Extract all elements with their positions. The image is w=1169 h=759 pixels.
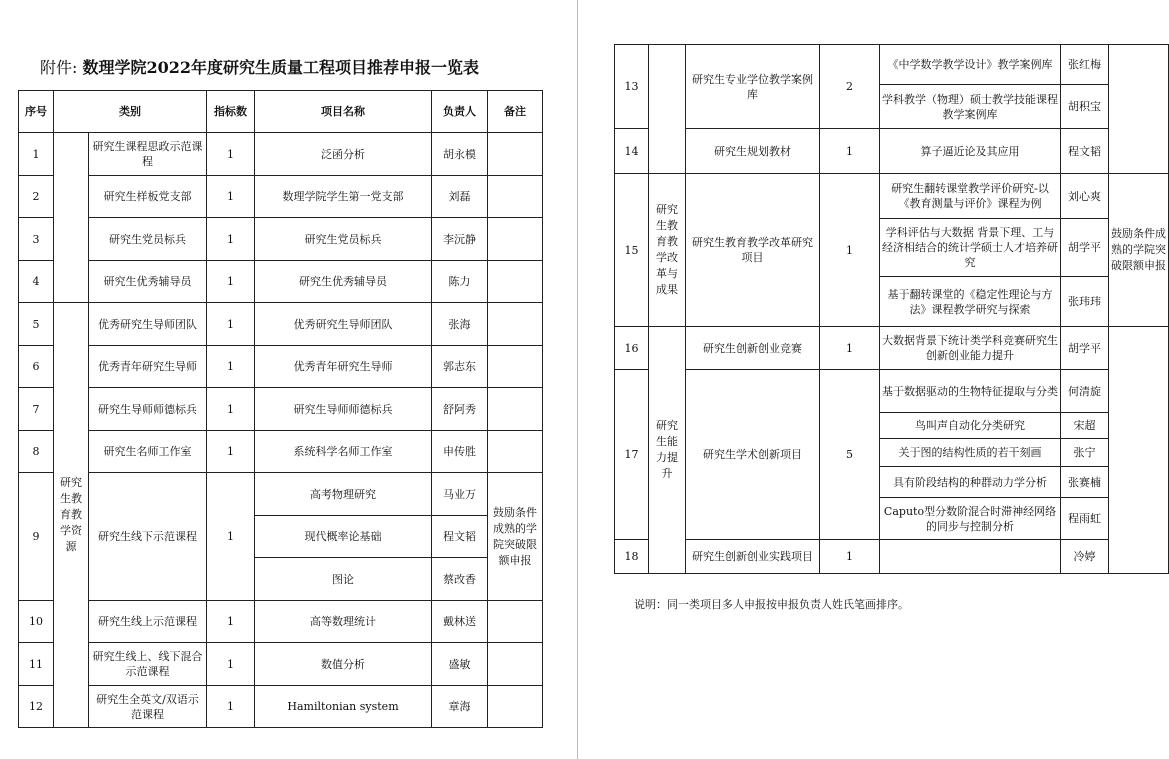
row-category: 研究生专业学位教学案例库 [686,45,820,129]
row-category: 研究生导师师德标兵 [89,388,207,431]
row-category: 优秀青年研究生导师 [89,346,207,388]
row-quota: 1 [207,473,255,601]
header-leader: 负责人 [432,91,488,133]
row-no: 8 [19,431,54,473]
row-project: 鸟叫声自动化分类研究 [880,413,1061,439]
project-table-left [18,90,543,728]
row-no: 10 [19,601,54,643]
row-project: 基于翻转课堂的《稳定性理论与方法》课程教学研究与探索 [880,277,1061,327]
row-remark [488,218,543,261]
row-quota: 1 [207,218,255,261]
row-quota: 1 [207,643,255,686]
group-cell-resources: 研究生教育教学资源 [54,303,89,728]
table-row [19,346,543,388]
row-category: 研究生课程思政示范课程 [89,133,207,176]
row-project: 基于数据驱动的生物特征提取与分类 [880,370,1061,413]
row-quota: 5 [820,370,880,540]
row-category: 研究生线下示范课程 [89,473,207,601]
row-remark [488,601,543,643]
row-quota: 2 [820,45,880,129]
row-leader: 申传胜 [432,431,488,473]
row-project: 算子逼近论及其应用 [880,129,1061,174]
row-remark: 鼓励条件成熟的学院突破限额申报 [488,473,543,601]
table-row [19,261,543,303]
row-category: 优秀研究生导师团队 [89,303,207,346]
row-leader: 张赛楠 [1061,467,1109,498]
table-row [19,176,543,218]
row-leader: 李沅静 [432,218,488,261]
row-project: Caputo型分数阶混合时滞神经网络的同步与控制分析 [880,498,1061,540]
row-quota: 1 [820,129,880,174]
row-project: 现代概率论基础 [255,516,432,558]
row-remark [1109,327,1169,574]
row-quota: 1 [207,303,255,346]
row-remark [488,176,543,218]
table-header-row [19,91,543,133]
row-no: 7 [19,388,54,431]
row-quota: 1 [207,686,255,728]
table-row [615,45,1169,85]
group-cell-reform: 研究生教育教学改革与成果 [649,174,686,327]
page-divider [577,0,578,759]
row-project: 学科评估与大数据 背景下理、工与经济相结合的统计学硕士人才培养研究 [880,219,1061,277]
row-project: 《中学数学教学设计》教学案例库 [880,45,1061,85]
row-project: 研究生优秀辅导员 [255,261,432,303]
title-main: 数理学院2022年度研究生质量工程项目推荐申报一览表 [82,58,480,77]
row-no: 2 [19,176,54,218]
row-remark [488,346,543,388]
row-project: 图论 [255,558,432,601]
row-leader: 刘心爽 [1061,174,1109,219]
row-no: 3 [19,218,54,261]
row-quota: 1 [207,261,255,303]
row-category: 研究生线上、线下混合示范课程 [89,643,207,686]
row-project: 关于图的结构性质的若干刻画 [880,439,1061,467]
row-no: 9 [19,473,54,601]
table-row [19,218,543,261]
row-leader: 张红梅 [1061,45,1109,85]
table-row [19,431,543,473]
row-no: 1 [19,133,54,176]
row-category: 研究生名师工作室 [89,431,207,473]
row-project: 泛函分析 [255,133,432,176]
table-row [19,601,543,643]
table-row [19,388,543,431]
row-leader: 胡学平 [1061,219,1109,277]
row-project: 学科教学（物理）硕士教学技能课程教学案例库 [880,85,1061,129]
table-row [615,370,1169,413]
row-remark [488,133,543,176]
group-cell-ability: 研究生能力提升 [649,327,686,574]
row-remark: 鼓励条件成熟的学院突破限额申报 [1109,174,1169,327]
row-quota: 1 [820,327,880,370]
row-remark [488,686,543,728]
row-category: 研究生全英文/双语示范课程 [89,686,207,728]
row-remark [1109,45,1169,174]
header-category: 类别 [54,91,207,133]
row-remark [488,643,543,686]
table-row [615,540,1169,574]
table-row [19,303,543,346]
row-project: 优秀青年研究生导师 [255,346,432,388]
table-row [19,473,543,516]
row-leader: 马业万 [432,473,488,516]
row-project: 具有阶段结构的种群动力学分析 [880,467,1061,498]
row-remark [488,303,543,346]
table-row [19,643,543,686]
row-leader: 胡积宝 [1061,85,1109,129]
row-no: 4 [19,261,54,303]
row-leader: 何清旋 [1061,370,1109,413]
group-cell-empty [649,45,686,174]
row-remark [488,388,543,431]
table-note: 说明：同一类项目多人申报按申报负责人姓氏笔画排序。 [634,598,909,611]
row-project: Hamiltonian system [255,686,432,728]
row-leader: 胡学平 [1061,327,1109,370]
row-project: 高考物理研究 [255,473,432,516]
header-project: 项目名称 [255,91,432,133]
row-category: 研究生规划教材 [686,129,820,174]
row-project: 数值分析 [255,643,432,686]
header-quota: 指标数 [207,91,255,133]
header-no: 序号 [19,91,54,133]
row-quota: 1 [207,388,255,431]
row-leader: 宋超 [1061,413,1109,439]
row-leader: 张海 [432,303,488,346]
row-no: 17 [615,370,649,540]
group-cell-empty [54,133,89,303]
row-project: 大数据背景下统计类学科竞赛研究生创新创业能力提升 [880,327,1061,370]
row-category: 研究生学术创新项目 [686,370,820,540]
row-quota: 1 [207,346,255,388]
table-row [19,133,543,176]
row-no: 18 [615,540,649,574]
row-no: 15 [615,174,649,327]
row-category: 研究生党员标兵 [89,218,207,261]
row-project: 优秀研究生导师团队 [255,303,432,346]
table-row [615,129,1169,174]
row-project: 研究生党员标兵 [255,218,432,261]
document-title [40,55,540,78]
row-remark [488,431,543,473]
row-leader: 张玮玮 [1061,277,1109,327]
row-quota: 1 [207,176,255,218]
row-category: 研究生创新创业实践项目 [686,540,820,574]
row-no: 12 [19,686,54,728]
title-prefix: 附件: [40,58,78,77]
row-category: 研究生优秀辅导员 [89,261,207,303]
row-category: 研究生线上示范课程 [89,601,207,643]
row-project: 研究生导师师德标兵 [255,388,432,431]
row-no: 14 [615,129,649,174]
row-no: 11 [19,643,54,686]
row-no: 6 [19,346,54,388]
row-leader: 舒阿秀 [432,388,488,431]
row-leader: 程文韬 [1061,129,1109,174]
row-category: 研究生样板党支部 [89,176,207,218]
row-project: 数理学院学生第一党支部 [255,176,432,218]
row-quota: 1 [820,540,880,574]
row-category: 研究生教育教学改革研究项目 [686,174,820,327]
header-remark: 备注 [488,91,543,133]
row-leader: 陈力 [432,261,488,303]
row-quota: 1 [207,431,255,473]
row-category: 研究生创新创业竞赛 [686,327,820,370]
table-row [615,174,1169,219]
row-quota: 1 [207,133,255,176]
row-leader: 盛敏 [432,643,488,686]
row-leader: 章海 [432,686,488,728]
table-row [19,686,543,728]
row-project: 研究生翻转课堂教学评价研究-以《教育测量与评价》课程为例 [880,174,1061,219]
row-leader: 张宁 [1061,439,1109,467]
row-project [880,540,1061,574]
row-project: 系统科学名师工作室 [255,431,432,473]
row-no: 13 [615,45,649,129]
row-no: 16 [615,327,649,370]
project-table-right [614,44,1169,574]
row-leader: 程雨虹 [1061,498,1109,540]
row-remark [488,261,543,303]
row-quota: 1 [207,601,255,643]
row-quota: 1 [820,174,880,327]
row-leader: 冷婷 [1061,540,1109,574]
row-project: 高等数理统计 [255,601,432,643]
row-no: 5 [19,303,54,346]
table-row [615,327,1169,370]
row-leader: 戴林送 [432,601,488,643]
row-leader: 郭志东 [432,346,488,388]
row-leader: 程文韬 [432,516,488,558]
row-leader: 蔡改香 [432,558,488,601]
row-leader: 刘磊 [432,176,488,218]
row-leader: 胡永模 [432,133,488,176]
